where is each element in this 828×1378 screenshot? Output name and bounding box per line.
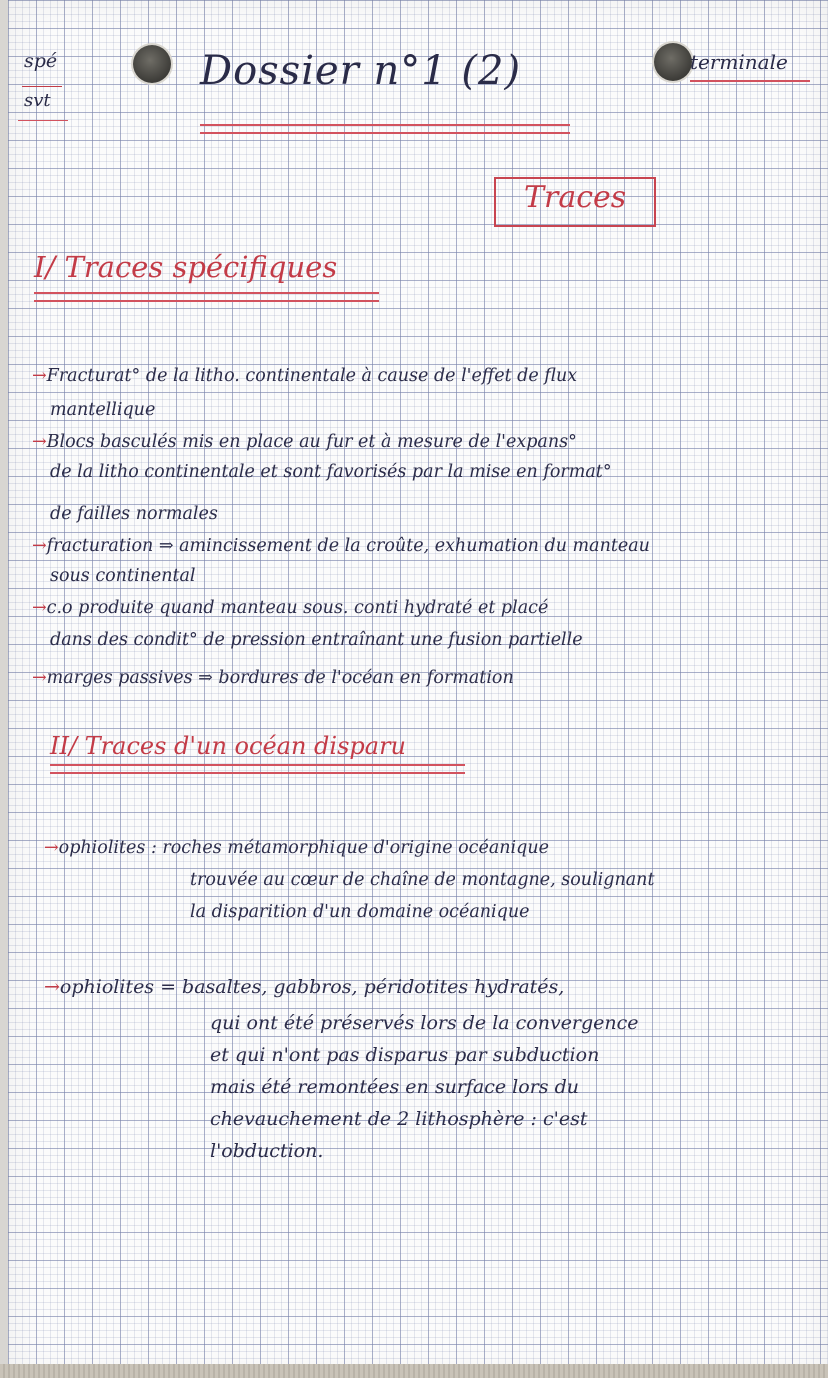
notebook-page bbox=[8, 0, 828, 1378]
section-1-underline-1 bbox=[34, 292, 379, 294]
s2-line-3: la disparition d'un domaine océanique bbox=[190, 902, 530, 922]
subject-label-1: spé bbox=[24, 50, 58, 72]
subject-divider bbox=[22, 86, 62, 87]
section-2-heading: II/ Traces d'un océan disparu bbox=[50, 732, 407, 760]
title-underline-2 bbox=[200, 132, 570, 134]
subject-underline bbox=[18, 120, 68, 121]
s1-line-10: →marges passives ⇒ bordures de l'océan en formation bbox=[32, 668, 514, 688]
subject-label-2: svt bbox=[24, 90, 51, 111]
s1-line-1: →Fracturat° de la litho. continentale à cause de l'effet de flux bbox=[32, 366, 578, 386]
binder-hole-right bbox=[654, 43, 692, 81]
arrow-icon: → bbox=[44, 976, 60, 998]
arrow-icon: → bbox=[32, 366, 47, 386]
s1-line-4: de la litho continentale et sont favorisés par la mise en format° bbox=[50, 462, 612, 482]
topic-label: Traces bbox=[524, 180, 627, 215]
arrow-icon: → bbox=[32, 668, 47, 688]
page-title: Dossier n°1 (2) bbox=[200, 48, 522, 94]
section-1-heading: I/ Traces spécifiques bbox=[34, 250, 338, 284]
title-underline-1 bbox=[200, 124, 570, 126]
s2-line-8: chevauchement de 2 lithosphère : c'est bbox=[210, 1108, 588, 1130]
page-edge bbox=[0, 1364, 828, 1378]
s2-line-4: →ophiolites = basaltes, gabbros, péridotites hydratés, bbox=[44, 976, 565, 998]
s1-line-9: dans des condit° de pression entraînant une fusion partielle bbox=[50, 630, 583, 650]
s2-line-1: →ophiolites : roches métamorphique d'origine océanique bbox=[44, 838, 549, 858]
section-2-underline-2 bbox=[50, 772, 465, 774]
arrow-icon: → bbox=[44, 838, 59, 858]
s1-line-3: →Blocs basculés mis en place au fur et à mesure de l'expans° bbox=[32, 432, 577, 452]
arrow-icon: → bbox=[32, 432, 47, 452]
binder-hole-left bbox=[133, 45, 171, 83]
arrow-icon: → bbox=[32, 598, 47, 618]
s1-line-8: →c.o produite quand manteau sous. conti hydraté et placé bbox=[32, 598, 549, 618]
arrow-icon: → bbox=[32, 536, 47, 556]
section-1-underline-2 bbox=[34, 300, 379, 302]
s1-line-6: →fracturation ⇒ amincissement de la croûte, exhumation du manteau bbox=[32, 536, 650, 556]
s1-line-5: de failles normales bbox=[50, 504, 218, 524]
s2-line-7: mais été remontées en surface lors du bbox=[210, 1076, 579, 1098]
level-underline bbox=[690, 80, 810, 82]
s2-line-9: l'obduction. bbox=[210, 1140, 324, 1162]
level-label: terminale bbox=[690, 50, 788, 74]
section-2-underline-1 bbox=[50, 764, 465, 766]
s1-line-7: sous continental bbox=[50, 566, 196, 586]
s2-line-5: qui ont été préservés lors de la convergence bbox=[210, 1012, 639, 1034]
s2-line-2: trouvée au cœur de chaîne de montagne, soulignant bbox=[190, 870, 655, 890]
s2-line-6: et qui n'ont pas disparus par subduction bbox=[210, 1044, 600, 1066]
s1-line-2: mantellique bbox=[50, 400, 156, 420]
